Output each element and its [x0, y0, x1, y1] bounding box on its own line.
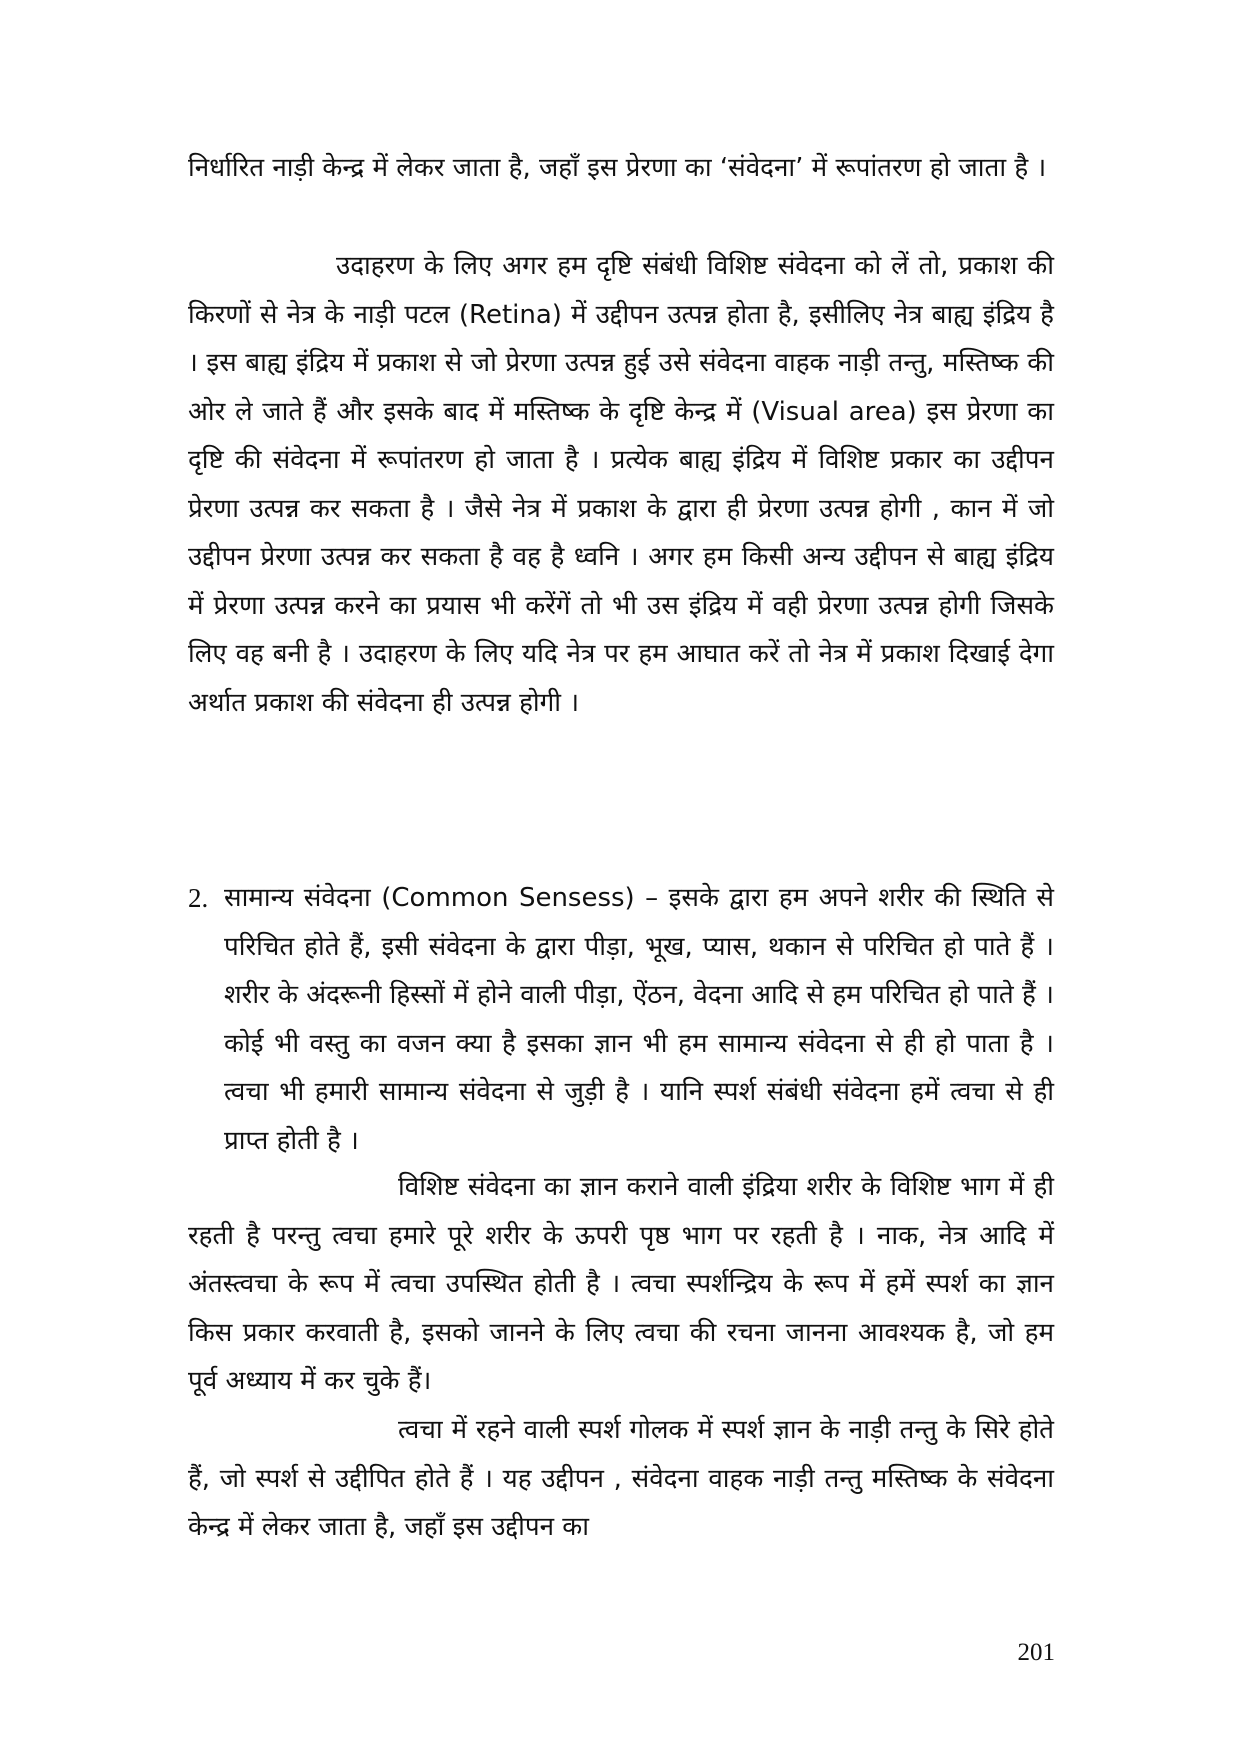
- list-item-text: सामान्य संवेदना (Common Sensess) – इसके द्वारा हम अपने शरीर की स्थिति से परिचित होते हैं, इसी संवेदना के द्वारा पीड़ा, भूख, प्यास, थकान से परिचित हो पाते हैं । शरीर के अंदरूनी हिस्सों में होने वाली पीड़ा, ऐंठन, वेदना आदि से हम परिचित हो पाते हैं । कोई भी वस्तु का वजन क्या है इसका ज्ञान भी हम सामान्य संवेदना से ही हो पाता है । त्वचा भी हमारी सामान्य संवेदना से जुड़ी है । यानि स्पर्श संबंधी संवेदना हमें त्वचा से ही प्राप्त होती है ।: [224, 883, 1054, 1156]
- list-item-number: 2.: [188, 883, 209, 913]
- page-number: 201: [1017, 1639, 1055, 1666]
- list-item-common-sense: [188, 874, 1054, 1165]
- paragraph-touch-receptors: त्वचा में रहने वाली स्पर्श गोलक में स्पर्श ज्ञान के नाड़ी तन्तु के सिरे होते हैं, जो स्पर्श से उद्दीपित होते हैं । यह उद्दीपन , संवेदना वाहक नाड़ी तन्तु मस्तिष्क के संवेदना केन्द्र में लेकर जाता है, जहाँ इस उद्दीपन का: [188, 1415, 1054, 1542]
- paragraph-skin-location: विशिष्ट संवेदना का ज्ञान कराने वाली इंद्रिया शरीर के विशिष्ट भाग में ही रहती है परन्तु त्वचा हमारे पूरे शरीर के ऊपरी पृष्ठ भाग पर रहती है । नाक, नेत्र आदि में अंतस्त्वचा के रूप में त्वचा उपस्थित होती है । त्वचा स्पर्शन्द्रिय के रूप में हमें स्पर्श का ज्ञान किस प्रकार करवाती है, इसको जानने के लिए त्वचा की रचना जानना आवश्यक है, जो हम पूर्व अध्याय में कर चुके हैं।: [188, 1172, 1054, 1396]
- paragraph-special-sense-example: उदाहरण के लिए अगर हम दृष्टि संबंधी विशिष्ट संवेदना को लें तो, प्रकाश की किरणों से नेत्र के नाड़ी पटल (Retina) में उद्दीपन उत्पन्न होता है, इसीलिए नेत्र बाह्य इंद्रिय है । इस बाह्य इंद्रिय में प्रकाश से जो प्रेरणा उत्पन्न हुई उसे संवेदना वाहक नाड़ी तन्तु, मस्तिष्क की ओर ले जाते हैं और इसके बाद में मस्तिष्क के दृष्टि केन्द्र में (Visual area) इस प्रेरणा का दृष्टि की संवेदना में रूपांतरण हो जाता है । प्रत्येक बाह्य इंद्रिय में विशिष्ट प्रकार का उद्दीपन प्रेरणा उत्पन्न कर सकता है । जैसे नेत्र में प्रकाश के द्वारा ही प्रेरणा उत्पन्न होगी , कान में जो उद्दीपन प्रेरणा उत्पन्न कर सकता है वह है ध्वनि । अगर हम किसी अन्य उद्दीपन से बाह्य इंद्रिय में प्रेरणा उत्पन्न करने का प्रयास भी करेंगें तो भी उस इंद्रिय में वही प्रेरणा उत्पन्न होगी जिसके लिए वह बनी है । उदाहरण के लिए यदि नेत्र पर हम आघात करें तो नेत्र में प्रकाश दिखाई देगा अर्थात प्रकाश की संवेदना ही उत्पन्न होगी ।: [188, 251, 1054, 718]
- paragraph-continuation: निर्धारित नाड़ी केन्द्र में लेकर जाता है, जहाँ इस प्रेरणा का ‘संवेदना’ में रूपांतरण हो जाता है ।: [188, 153, 1047, 183]
